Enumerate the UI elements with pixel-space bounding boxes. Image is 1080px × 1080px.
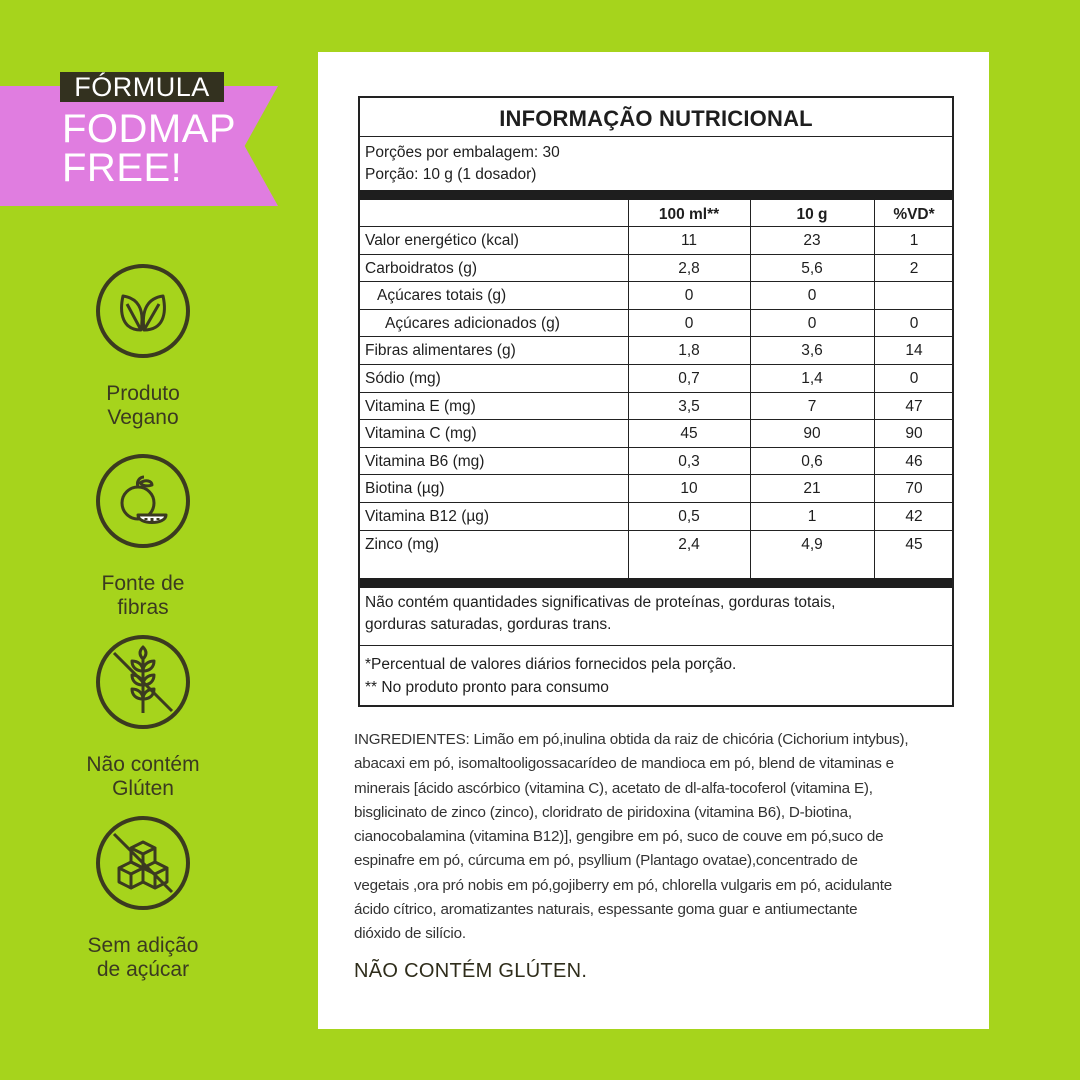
- nutrient-name: Zinco (mg): [365, 535, 440, 553]
- feature-label: [78, 382, 208, 430]
- value-100ml: 3,5: [678, 397, 700, 415]
- badge-formula-label: FÓRMULA: [60, 72, 224, 102]
- value-10g: 4,9: [801, 535, 823, 553]
- value-vd: 47: [905, 397, 923, 415]
- fruit-icon: [96, 454, 190, 548]
- value-vd: 0: [909, 370, 919, 387]
- no-wheat-icon: [96, 635, 190, 729]
- fodmap-badge: [0, 72, 280, 206]
- nutrient-name: Valor energético (kcal): [365, 232, 519, 249]
- value-100ml: 10: [680, 480, 698, 498]
- info-panel: [318, 52, 989, 1029]
- value-10g: 0: [807, 314, 817, 332]
- feature-label-line2: Vegano: [107, 406, 179, 429]
- value-10g: 21: [803, 480, 821, 498]
- thick-divider: [360, 578, 952, 588]
- nutrient-name: Carboidratos (g): [365, 259, 477, 277]
- feature-label-line1: Fonte de: [101, 572, 185, 595]
- ingredients-line: cianocobalamina (vitamina B12)], gengibre em pó, suco de couve em pó,suco de: [354, 828, 884, 846]
- nutrient-name: Vitamina B6 (mg): [365, 452, 485, 470]
- value-100ml: 45: [680, 425, 698, 443]
- value-100ml: 1,8: [678, 342, 700, 360]
- no-sugar-cubes-icon: [96, 816, 190, 910]
- ingredients-line: vegetais ,ora pró nobis em pó,gojiberry em pó, chlorella vulgaris em pó, acidulante: [354, 876, 893, 894]
- value-vd: 1: [909, 232, 919, 249]
- feature-label: [78, 753, 208, 801]
- ingredients-line: ácido cítrico, aromatizantes naturais, espessante goma guar e antiumectante: [354, 901, 858, 919]
- feature-gluten-free: [78, 635, 208, 801]
- badge-line-1: FODMAP: [62, 107, 237, 151]
- row-divider: [360, 419, 952, 420]
- footnote-line: *Percentual de valores diários fornecidos pela porção.: [365, 656, 737, 673]
- header-100ml: 100 ml**: [658, 206, 720, 223]
- feature-label: [78, 572, 208, 620]
- value-100ml: 0,3: [678, 452, 700, 470]
- nutrient-name: Sódio (mg): [365, 370, 441, 387]
- value-100ml: 0,5: [678, 508, 700, 525]
- feature-label-line2: Glúten: [112, 777, 174, 800]
- feature-label-line1: Não contém: [86, 753, 200, 776]
- nutrient-name: Açúcares totais (g): [377, 287, 507, 305]
- nutrient-name: Vitamina E (mg): [365, 397, 476, 415]
- nutrition-table: [358, 96, 954, 707]
- value-vd: 0: [909, 314, 919, 332]
- value-vd: 70: [905, 480, 923, 498]
- divider: [360, 645, 952, 646]
- badge-title: [62, 107, 237, 190]
- divider: [360, 226, 952, 227]
- value-10g: 3,6: [801, 342, 823, 360]
- ingredients-line: espinafre em pó, cúrcuma em pó, psyllium (Plantago ovatae),concentrado de: [354, 852, 858, 870]
- value-10g: 7: [807, 397, 817, 415]
- row-divider: [360, 530, 952, 531]
- header-vd: %VD*: [893, 206, 935, 223]
- header-10g: 10 g: [796, 206, 828, 223]
- row-divider: [360, 336, 952, 337]
- value-100ml: 0,7: [678, 370, 700, 387]
- nutrient-name: Biotina (µg): [365, 480, 445, 498]
- serving-size: Porção: 10 g (1 dosador): [365, 166, 537, 183]
- feature-no-sugar: [78, 816, 208, 982]
- nutrient-name: Vitamina C (mg): [365, 425, 477, 443]
- value-10g: 1,4: [801, 370, 823, 387]
- nutrient-name: Açúcares adicionados (g): [385, 314, 560, 332]
- nutrient-name: Vitamina B12 (µg): [365, 508, 490, 525]
- feature-label-line2: de açúcar: [96, 958, 190, 981]
- note-line: gorduras saturadas, gorduras trans.: [365, 616, 612, 633]
- nutrition-title: INFORMAÇÃO NUTRICIONAL: [499, 106, 813, 131]
- no-gluten-statement: NÃO CONTÉM GLÚTEN.: [354, 960, 588, 982]
- footnote-line: ** No produto pronto para consumo: [365, 679, 609, 696]
- value-10g: 23: [803, 232, 821, 249]
- value-vd: 46: [905, 452, 923, 470]
- row-divider: [360, 502, 952, 503]
- value-vd: 2: [909, 259, 919, 277]
- badge-line-2: FREE!: [62, 146, 183, 190]
- feature-fiber: [78, 454, 208, 620]
- value-100ml: 2,4: [678, 535, 700, 553]
- servings-per-pack: Porções por embalagem: 30: [365, 144, 560, 161]
- value-100ml: 0: [684, 287, 694, 305]
- feature-label: [78, 934, 208, 982]
- leaf-icon: [96, 264, 190, 358]
- value-vd: 42: [905, 508, 923, 525]
- feature-label-line2: fibras: [117, 596, 169, 619]
- value-100ml: 11: [680, 232, 698, 249]
- value-vd: 90: [905, 425, 923, 443]
- value-100ml: 2,8: [678, 259, 700, 277]
- feature-label-line1: Sem adição: [87, 934, 199, 957]
- value-100ml: 0: [684, 314, 694, 332]
- ingredients-line: dióxido de silício.: [354, 925, 466, 943]
- nutrient-name: Fibras alimentares (g): [365, 342, 516, 360]
- value-10g: 90: [803, 425, 821, 443]
- row-divider: [360, 281, 952, 282]
- ingredients-text: [354, 728, 954, 947]
- value-10g: 0: [807, 287, 817, 305]
- row-divider: [360, 392, 952, 393]
- row-divider: [360, 254, 952, 255]
- row-divider: [360, 364, 952, 365]
- feature-label-line1: Produto: [106, 382, 180, 405]
- value-10g: 0,6: [801, 452, 823, 470]
- row-divider: [360, 447, 952, 448]
- thick-divider: [360, 190, 952, 200]
- ingredients-line: minerais [ácido ascórbico (vitamina C), acetato de dl-alfa-tocoferol (vitamina E),: [354, 779, 873, 797]
- ingredients-line: INGREDIENTES: Limão em pó,inulina obtida da raiz de chicória (Cichorium intybus),: [354, 731, 909, 748]
- row-divider: [360, 309, 952, 310]
- value-vd: 45: [905, 535, 923, 553]
- feature-vegan: [78, 264, 208, 430]
- ingredients-line: abacaxi em pó, isomaltooligossacarídeo de mandioca em pó, blend de vitaminas e: [354, 755, 894, 773]
- value-10g: 5,6: [801, 259, 823, 277]
- note-line: Não contém quantidades significativas de proteínas, gorduras totais,: [365, 594, 836, 611]
- ingredients-line: bisglicinato de zinco (zinco), cloridrato de piridoxina (vitamina B6), D-biotina,: [354, 803, 852, 821]
- divider: [360, 136, 952, 137]
- row-divider: [360, 474, 952, 475]
- value-vd: 14: [905, 342, 923, 360]
- value-10g: 1: [807, 508, 817, 525]
